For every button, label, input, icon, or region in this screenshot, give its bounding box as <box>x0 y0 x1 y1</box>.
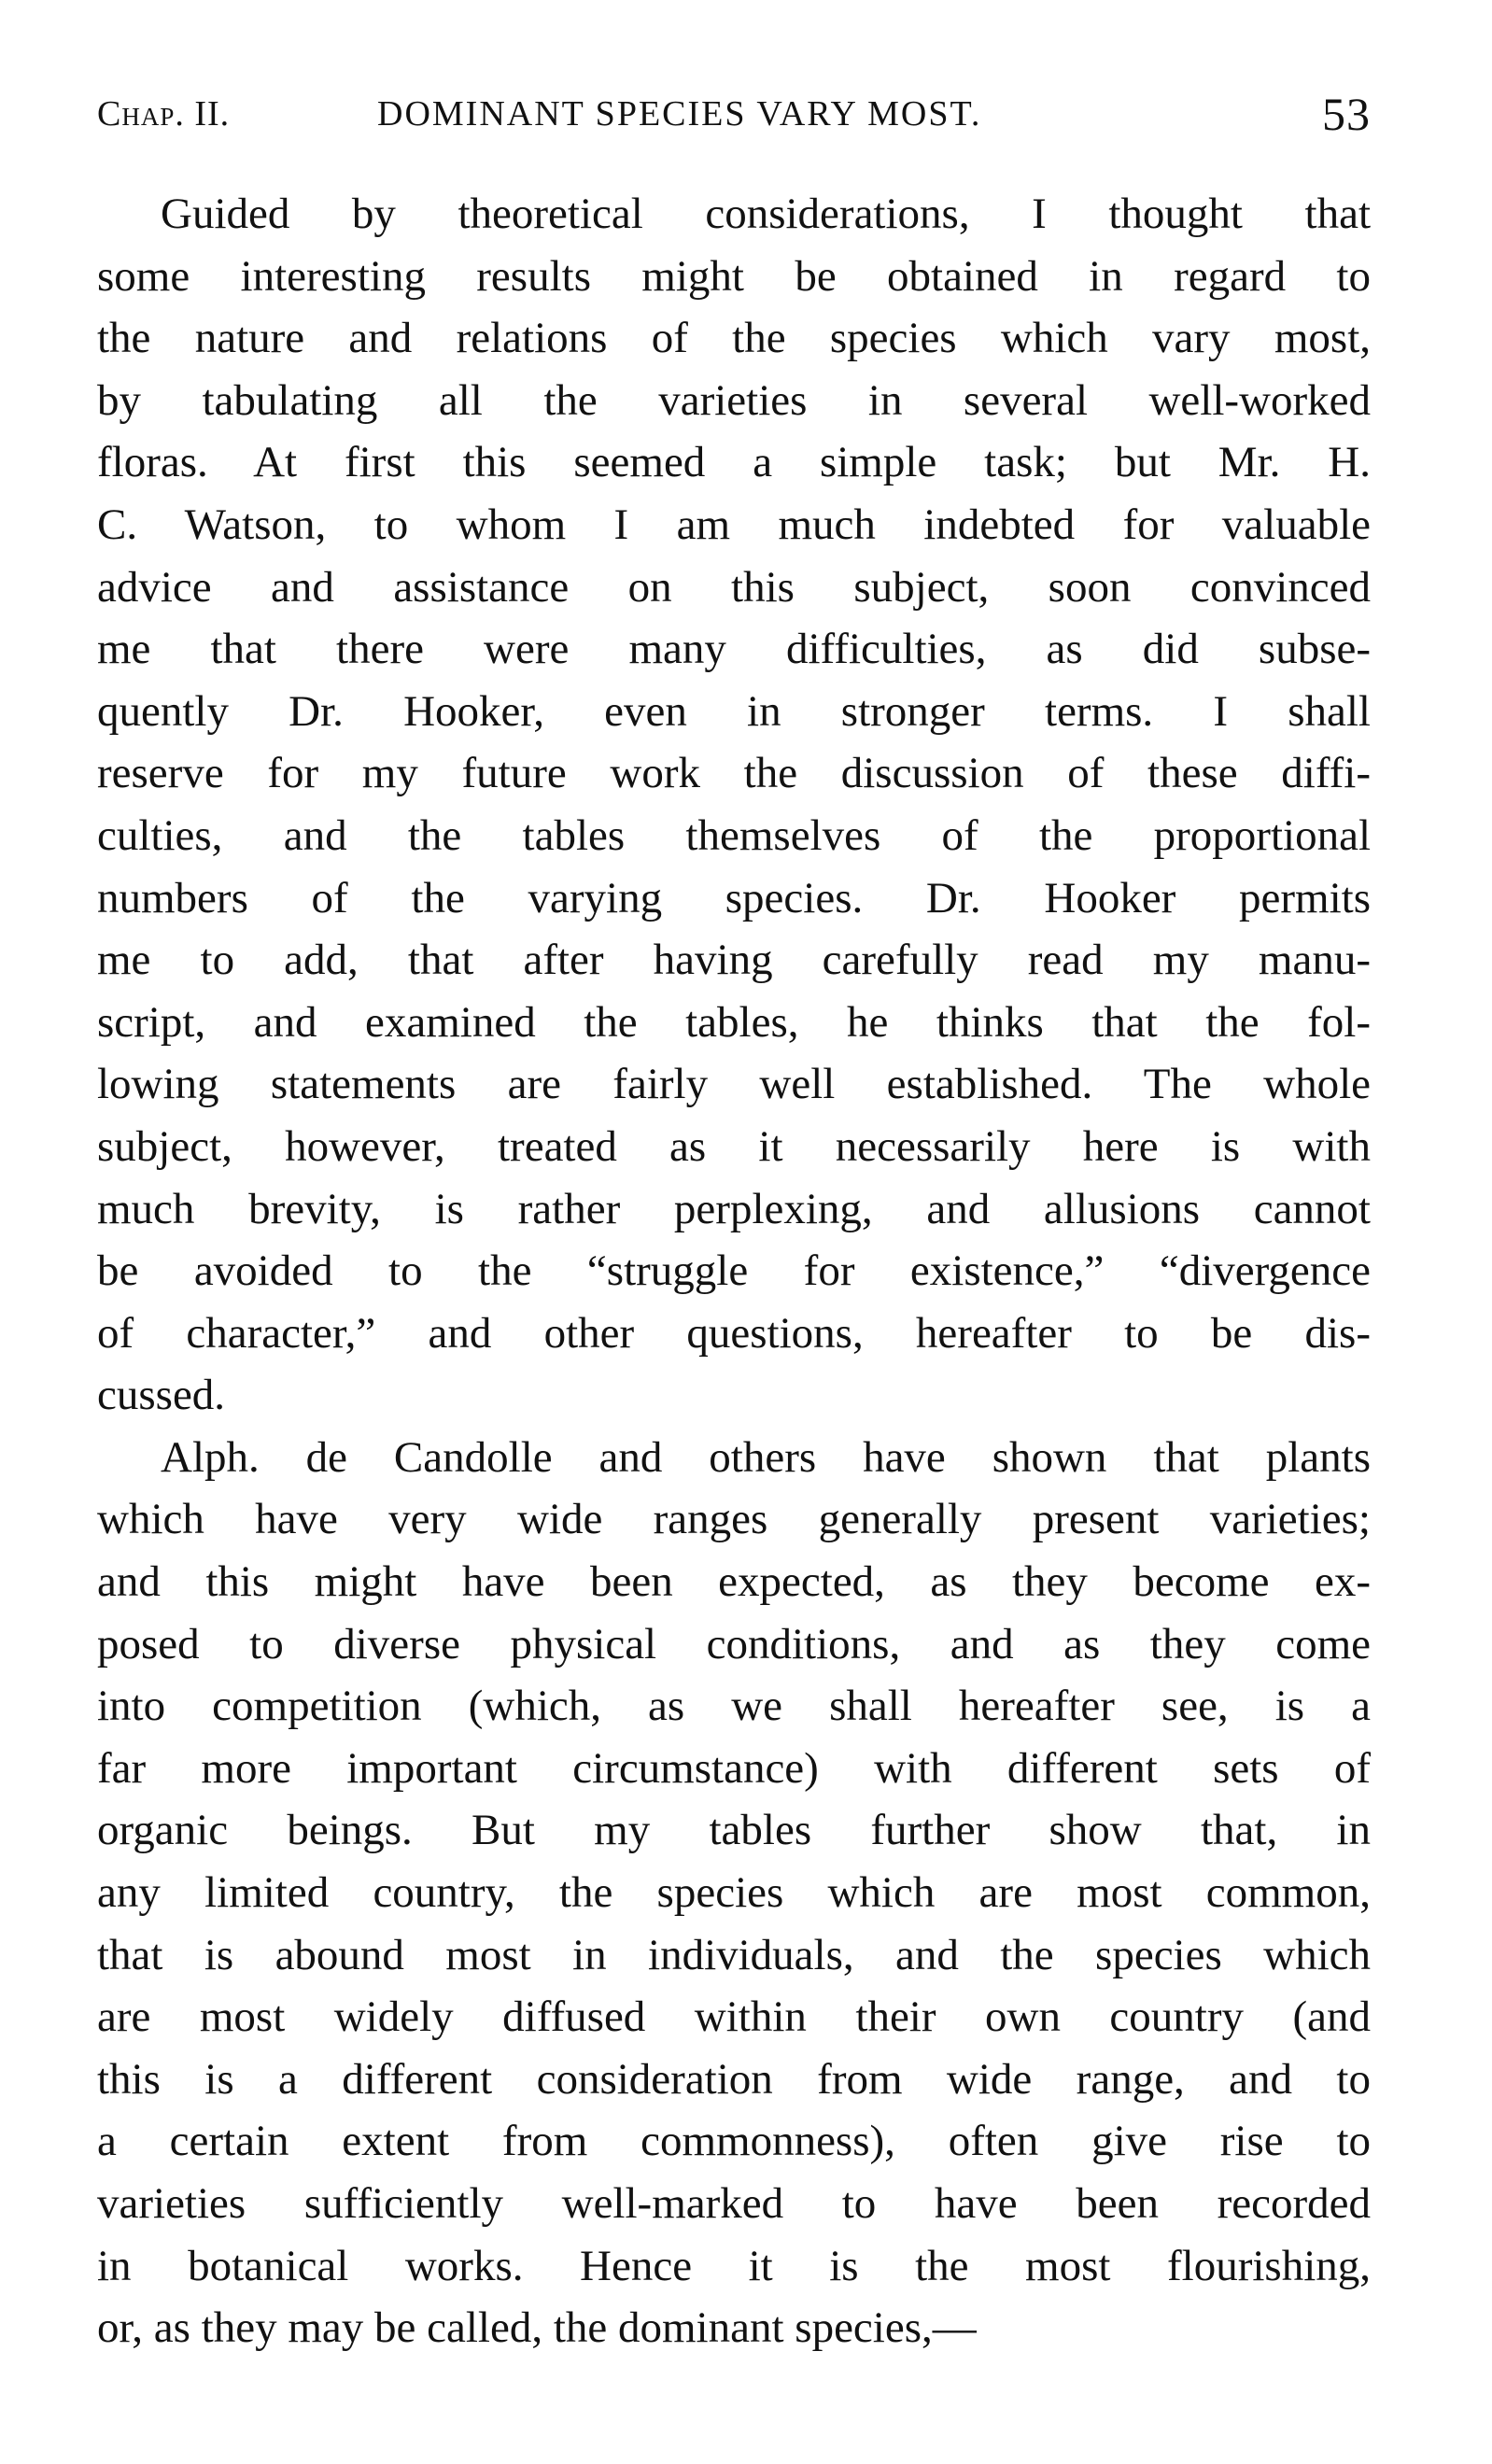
text-line: by tabulating all the varieties in several well-worked <box>97 375 1371 425</box>
text-line: the nature and relations of the species which vary most, <box>97 314 1371 363</box>
text-line: subject, however, treated as it necessarily here is with <box>97 1121 1371 1171</box>
text-line: some interesting results might be obtained in regard to <box>97 251 1371 301</box>
text-line: be avoided to the “struggle for existence,” “divergence <box>97 1246 1371 1296</box>
text-line: or, as they may be called, the dominant species,— <box>97 2303 977 2353</box>
paragraph-2 <box>97 1427 1371 2359</box>
text-line: Alph. de Candolle and others have shown that plants <box>161 1432 1371 1482</box>
text-line: much brevity, is rather perplexing, and allusions cannot <box>97 1184 1371 1233</box>
text-line: far more important circumstance) with different sets of <box>97 1743 1371 1793</box>
text-line: of character,” and other questions, hereafter to be dis- <box>97 1308 1371 1358</box>
text-line: numbers of the varying species. Dr. Hooker permits <box>97 873 1371 922</box>
paragraph-1 <box>97 183 1371 1427</box>
text-line: this is a different consideration from wide range, and to <box>97 2054 1371 2104</box>
text-line: and this might have been expected, as they become ex- <box>97 1557 1371 1607</box>
text-line: organic beings. But my tables further show that, in <box>97 1806 1371 1855</box>
page-number: 53 <box>1322 88 1371 140</box>
text-line: C. Watson, to whom I am much indebted for valuable <box>97 500 1371 549</box>
text-line: floras. At first this seemed a simple task; but Mr. H. <box>97 438 1371 487</box>
text-line: quently Dr. Hooker, even in stronger terms. I shall <box>97 686 1371 736</box>
text-line: me to add, that after having carefully read my manu- <box>97 936 1371 985</box>
running-title: DOMINANT SPECIES VARY MOST. <box>377 94 982 134</box>
text-line: script, and examined the tables, he thinks that the fol- <box>97 997 1371 1047</box>
text-line: which have very wide ranges generally present varieties; <box>97 1495 1371 1544</box>
text-line: into competition (which, as we shall hereafter see, is a <box>97 1682 1371 1731</box>
chapter-label: Chap. II. <box>97 94 231 134</box>
text-line: in botanical works. Hence it is the most flourishing, <box>97 2241 1371 2290</box>
text-line: varieties sufficiently well-marked to have been recorded <box>97 2179 1371 2228</box>
text-line: reserve for my future work the discussion of these diffi- <box>97 749 1371 798</box>
text-line: cussed. <box>97 1371 226 1420</box>
text-line: are most widely diffused within their own country (and <box>97 1992 1371 2042</box>
text-line: culties, and the tables themselves of the proportional <box>97 810 1371 860</box>
text-line: me that there were many difficulties, as did subse- <box>97 625 1371 674</box>
text-line: advice and assistance on this subject, soon convinced <box>97 562 1371 612</box>
text-line: any limited country, the species which are most common, <box>97 1868 1371 1918</box>
text-line: lowing statements are fairly well established. The whole <box>97 1060 1371 1109</box>
text-line: that is abound most in individuals, and the species which <box>97 1930 1371 1979</box>
text-line: posed to diverse physical conditions, and as they come <box>97 1619 1371 1668</box>
running-head <box>97 86 1371 142</box>
text-line: Guided by theoretical considerations, I thought that <box>161 190 1371 238</box>
body-text <box>97 183 1371 2359</box>
text-line: a certain extent from commonness), often give rise to <box>97 2117 1371 2166</box>
